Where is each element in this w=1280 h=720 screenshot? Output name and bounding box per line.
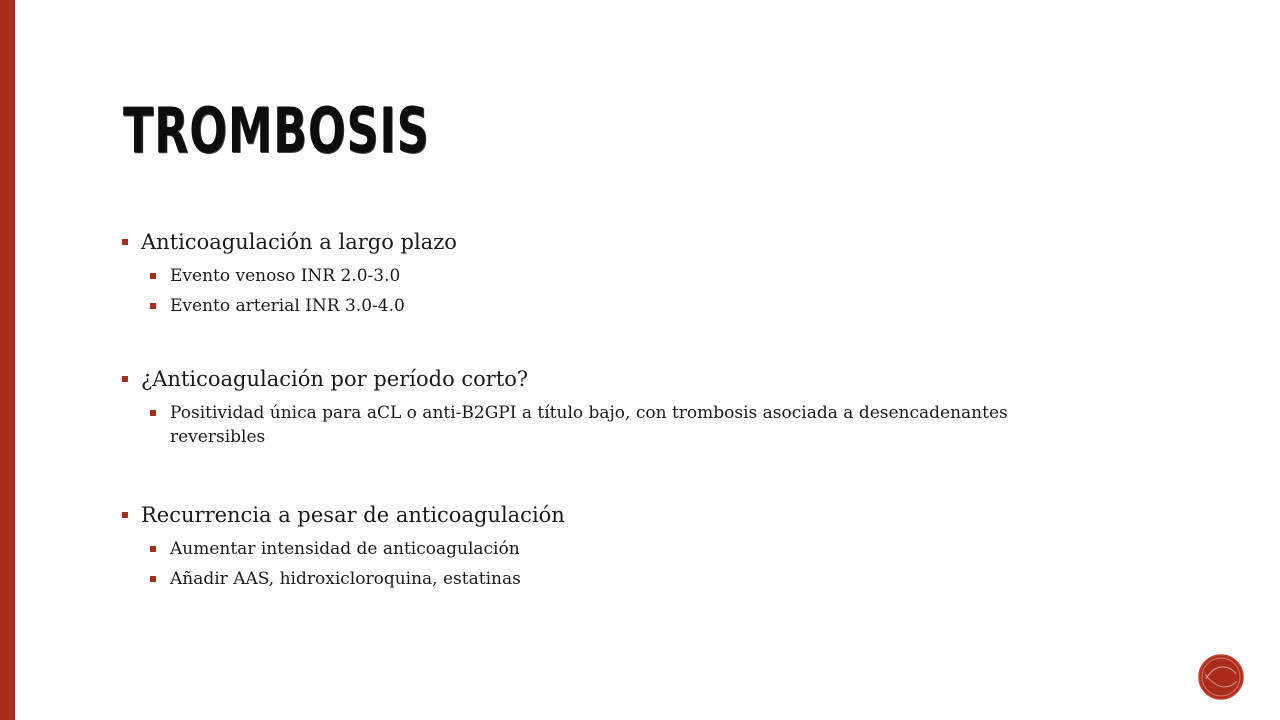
slide-content [122,226,1062,636]
red-circle-logo-icon [1198,654,1244,700]
square-bullet-icon [122,239,128,245]
accent-bar [0,0,15,720]
square-bullet-icon [150,303,156,309]
square-bullet-icon [150,546,156,552]
square-bullet-icon [150,576,156,582]
bullet-group [122,363,1062,449]
bullet-text: Anticoagulación a largo plazo [141,230,457,254]
square-bullet-icon [122,376,128,382]
bullet-text: Aumentar intensidad de anticoagulación [170,539,520,559]
square-bullet-icon [150,410,156,416]
bullet-level1 [122,226,1062,258]
square-bullet-icon [150,273,156,279]
bullet-level2 [150,294,1062,318]
bullet-group [122,226,1062,318]
bullet-level2 [150,264,1062,288]
bullet-text: Positividad única para aCL o anti-B2GPI a título bajo, con trombosis asociada a desencadenantes reversibles [170,403,1008,447]
bullet-level1 [122,499,1062,531]
bullet-text: Añadir AAS, hidroxicloroquina, estatinas [170,569,521,589]
bullet-group [122,499,1062,591]
square-bullet-icon [122,512,128,518]
bullet-level2 [150,537,1062,561]
bullet-level1 [122,363,1062,395]
bullet-level2 [150,401,1062,449]
bullet-text: ¿Anticoagulación por período corto? [141,367,529,391]
bullet-text: Recurrencia a pesar de anticoagulación [141,503,565,527]
bullet-text: Evento venoso INR 2.0-3.0 [170,266,401,286]
bullet-level2 [150,567,1062,591]
slide-title: TROMBOSIS [123,94,430,167]
bullet-text: Evento arterial INR 3.0-4.0 [170,296,405,316]
